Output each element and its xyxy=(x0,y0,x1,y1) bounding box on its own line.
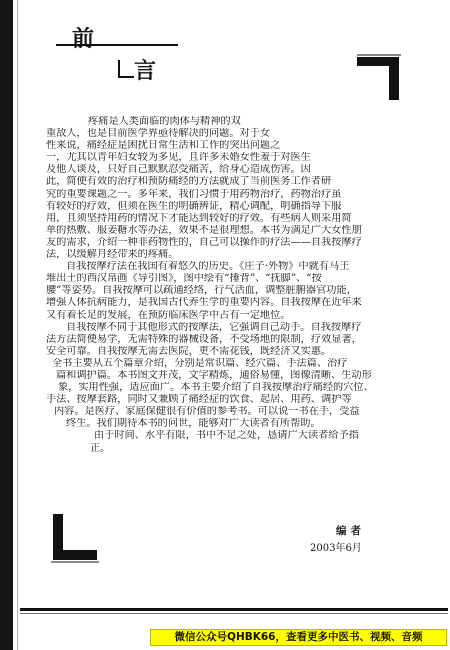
body-line: 究的重要课题之一。多年来，我们习惯于用药物治疗，药物治疗虽 xyxy=(46,188,342,200)
title-char-1: 前 xyxy=(72,26,96,52)
body-line: 由于时间、水平有限，书中不足之处，恳请广大读者给予指 xyxy=(94,430,359,442)
body-line: 正。 xyxy=(90,442,111,454)
page-edge-bar xyxy=(0,0,13,650)
title-char-2: 言 xyxy=(134,58,157,84)
body-line: 自我按摩疗法在我国有着悠久的历史。《庄子·外物》中就有马王 xyxy=(66,261,350,273)
body-line: 单的热敷、服姜糖水等办法，效果不是很理想。本书为满足广大女性朋 xyxy=(46,224,362,236)
body-line: 象，实用性强，适应面广。本书主要介绍了自我按摩治疗痛经的穴位、 xyxy=(58,382,374,394)
bottom-rule xyxy=(20,608,448,611)
corner-ornament-bottom-left xyxy=(49,512,101,564)
body-line: 又有着长足的发展，在预防临床医学中占有一定地位。 xyxy=(46,309,291,321)
body-line: 篇和调护篇。本书图文并茂，文字精炼，通俗易懂，图像清晰、生动形 xyxy=(56,369,372,381)
body-line: 堆出土的西汉帛画《导引图》，图中绘有“捶背”、“抚脚”、“按 xyxy=(46,273,322,285)
body-line: 性来说，痛经症是困扰日常生活和工作的突出问题之 xyxy=(46,140,281,152)
body-line: 及他人谈及，只好自己默默忍受痛苦，给身心造成伤害。因 xyxy=(46,164,311,176)
body-line: 安全可靠。自我按摩无需去医院，更不需花钱，既经济又实惠。 xyxy=(46,345,332,357)
body-line: 此，简便有效的治疗和预防痛经的方法就成了当前医务工作者研 xyxy=(46,176,332,188)
corner-ornament-top-right xyxy=(355,53,403,103)
page-edge-line xyxy=(17,0,18,650)
body-line: 重敌人，也是目前医学界亟待解决的问题。对于女 xyxy=(46,128,271,140)
footer-banner: 微信公众号QHBK66，查看更多中医书、视频、音频 xyxy=(150,629,447,646)
body-line: 法方法简便易学，无需特殊的器械设备，不受场地的限制，疗效显著， xyxy=(46,333,362,345)
body-line: 友的需求，介绍一种非药物性的，自己可以操作的疗法——自我按摩疗 xyxy=(46,236,362,248)
body-line: 自我按摩不同于其他形式的按摩法，它强调自己动手。自我按摩疗 xyxy=(66,321,362,333)
preface-body xyxy=(46,116,400,455)
body-line: 终生。我们期待本书的问世，能够对广大读者有所帮助。 xyxy=(66,418,321,430)
body-line: 法，以缓解月经带来的疼痛。 xyxy=(46,249,179,261)
body-line: 腰”等姿势。自我按摩可以疏通经络，行气活血，调整脏腑器官功能， xyxy=(46,285,357,297)
signature-author: 编者 xyxy=(336,525,365,537)
body-line: 用，且须坚持用药的情况下才能达到较好的疗效。有些病人则采用简 xyxy=(46,212,352,224)
body-line: 手法、按摩套路，同时又兼顾了痛经症的饮食、起居、用药、调护等 xyxy=(46,394,352,406)
body-line: 增强人体抗病能力，是我国古代养生学的重要内容。自我按摩在近年来 xyxy=(46,297,362,309)
title-bracket xyxy=(118,60,134,78)
signature-date: 2003年6月 xyxy=(310,543,362,554)
body-line: 一，尤其以青年妇女较为多见，且许多未婚女性羞于对医生 xyxy=(46,152,311,164)
body-line: 疼痛是人类面临的肉体与精神的双 xyxy=(88,116,241,127)
bottom-rule-thin xyxy=(20,613,448,614)
body-line: 全书主要从五个篇章介绍，分别是常识篇、经穴篇、手法篇、治疗 xyxy=(52,357,348,369)
body-line: 有较好的疗效，但须在医生的明确辨证，精心调配，明确指导下服 xyxy=(46,200,342,212)
body-line: 内容。是医疗、家庭保健很有价值的参考书。可以说一书在手，受益 xyxy=(54,406,360,418)
